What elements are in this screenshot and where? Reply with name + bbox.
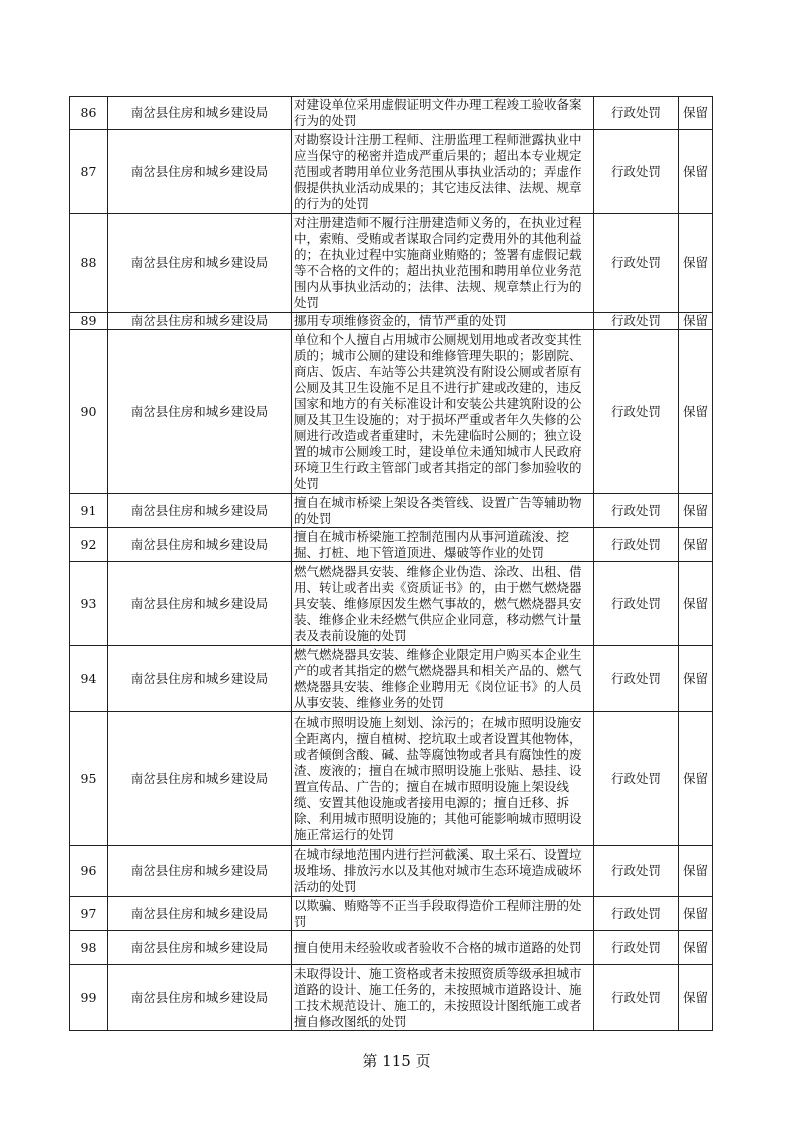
department-cell: 南岔县住房和城乡建设局 bbox=[108, 313, 292, 330]
status-cell: 保留 bbox=[679, 897, 713, 931]
status-cell: 保留 bbox=[679, 313, 713, 330]
row-number: 98 bbox=[70, 931, 108, 965]
item-description: 擅自在城市桥梁施工控制范围内从事河道疏浚、挖掘、打桩、地下管道顶进、爆破等作业的处罚 bbox=[292, 528, 594, 562]
power-type-cell: 行政处罚 bbox=[594, 562, 679, 646]
status-cell: 保留 bbox=[679, 712, 713, 846]
status-cell: 保留 bbox=[679, 528, 713, 562]
item-description: 擅自使用未经验收或者验收不合格的城市道路的处罚 bbox=[292, 931, 594, 965]
row-number: 93 bbox=[70, 562, 108, 646]
item-description: 在城市绿地范围内进行拦河截溪、取土采石、设置垃圾堆场、排放污水以及其他对城市生态环境造成破坏活动的处罚 bbox=[292, 846, 594, 897]
table-row bbox=[70, 330, 713, 494]
power-type-cell: 行政处罚 bbox=[594, 330, 679, 494]
power-type-cell: 行政处罚 bbox=[594, 214, 679, 313]
department-cell: 南岔县住房和城乡建设局 bbox=[108, 494, 292, 528]
status-cell: 保留 bbox=[679, 846, 713, 897]
department-cell: 南岔县住房和城乡建设局 bbox=[108, 214, 292, 313]
status-cell: 保留 bbox=[679, 330, 713, 494]
table-row bbox=[70, 897, 713, 931]
power-type-cell: 行政处罚 bbox=[594, 846, 679, 897]
department-cell: 南岔县住房和城乡建设局 bbox=[108, 562, 292, 646]
item-description: 对建设单位采用虚假证明文件办理工程竣工验收备案行为的处罚 bbox=[292, 97, 594, 130]
item-description: 对注册建造师不履行注册建造师义务的，在执业过程中，索贿、受贿或者谋取合同约定费用外的其他利益的；在执业过程中实施商业贿赂的；签署有虚假记载等不合格的文件的；超出执业范围和聘用单位业务范围内从事执业活动的；法律、法规、规章禁止行为的处罚 bbox=[292, 214, 594, 313]
power-type-cell: 行政处罚 bbox=[594, 965, 679, 1031]
table-row bbox=[70, 528, 713, 562]
table-row bbox=[70, 214, 713, 313]
item-description: 燃气燃烧器具安装、维修企业伪造、涂改、出租、借用、转让或者出卖《资质证书》的，由于燃气燃烧器具安装、维修原因发生燃气事故的，燃气燃烧器具安装、维修企业未经燃气供应企业同意，移动燃气计量表及表前设施的处罚 bbox=[292, 562, 594, 646]
item-description: 挪用专项维修资金的，情节严重的处罚 bbox=[292, 313, 594, 330]
table-row bbox=[70, 965, 713, 1031]
item-description: 单位和个人擅自占用城市公厕规划用地或者改变其性质的；城市公厕的建设和维修管理失职的；影剧院、商店、饭店、车站等公共建筑没有附设公厕或者原有公厕及其卫生设施不足且不进行扩建或改建的，违反国家和地方的有关标准设计和安装公共建筑附设的公厕及其卫生设施的；对于损坏严重或者年久失修的公厕进行改造或者重建时，未先建临时公厕的；独立设置的城市公厕竣工时，建设单位未通知城市人民政府环境卫生行政主管部门或者其指定的部门参加验收的处罚 bbox=[292, 330, 594, 494]
item-description: 对勘察设计注册工程师、注册监理工程师泄露执业中应当保守的秘密并造成严重后果的；超出本专业规定范围或者聘用单位业务范围从事执业活动的；弄虚作假提供执业活动成果的；其它违反法律、法规、规章的行为的处罚 bbox=[292, 130, 594, 214]
department-cell: 南岔县住房和城乡建设局 bbox=[108, 846, 292, 897]
department-cell: 南岔县住房和城乡建设局 bbox=[108, 528, 292, 562]
department-cell: 南岔县住房和城乡建设局 bbox=[108, 931, 292, 965]
table-row bbox=[70, 313, 713, 330]
department-cell: 南岔县住房和城乡建设局 bbox=[108, 646, 292, 712]
department-cell: 南岔县住房和城乡建设局 bbox=[108, 965, 292, 1031]
row-number: 94 bbox=[70, 646, 108, 712]
status-cell: 保留 bbox=[679, 494, 713, 528]
item-description: 燃气燃烧器具安装、维修企业限定用户购买本企业生产的或者其指定的燃气燃烧器具和相关产品的、燃气燃烧器具安装、维修企业聘用无《岗位证书》的人员从事安装、维修业务的处罚 bbox=[292, 646, 594, 712]
table-row bbox=[70, 494, 713, 528]
items-table-body bbox=[70, 97, 713, 1031]
table-row bbox=[70, 846, 713, 897]
page-number: 第 115 页 bbox=[362, 1052, 431, 1070]
department-cell: 南岔县住房和城乡建设局 bbox=[108, 330, 292, 494]
power-type-cell: 行政处罚 bbox=[594, 897, 679, 931]
table-row bbox=[70, 562, 713, 646]
department-cell: 南岔县住房和城乡建设局 bbox=[108, 97, 292, 130]
power-type-cell: 行政处罚 bbox=[594, 712, 679, 846]
status-cell: 保留 bbox=[679, 965, 713, 1031]
status-cell: 保留 bbox=[679, 130, 713, 214]
department-cell: 南岔县住房和城乡建设局 bbox=[108, 130, 292, 214]
row-number: 89 bbox=[70, 313, 108, 330]
row-number: 96 bbox=[70, 846, 108, 897]
items-table bbox=[69, 96, 713, 1031]
item-description: 在城市照明设施上刻划、涂污的；在城市照明设施安全距离内，擅自植树、挖坑取土或者设置其他物体，或者倾倒含酸、碱、盐等腐蚀物或者具有腐蚀性的废渣、废液的；擅自在城市照明设施上张贴、悬挂、设置宣传品、广告的；擅自在城市照明设施上架设线缆、安置其他设施或者接用电源的；擅自迁移、拆除、利用城市照明设施的；其他可能影响城市照明设施正常运行的处罚 bbox=[292, 712, 594, 846]
row-number: 95 bbox=[70, 712, 108, 846]
power-type-cell: 行政处罚 bbox=[594, 97, 679, 130]
item-description: 擅自在城市桥梁上架设各类管线、设置广告等辅助物的处罚 bbox=[292, 494, 594, 528]
status-cell: 保留 bbox=[679, 931, 713, 965]
item-description: 未取得设计、施工资格或者未按照资质等级承担城市道路的设计、施工任务的，未按照城市道路设计、施工技术规范设计、施工的，未按照设计图纸施工或者擅自修改图纸的处罚 bbox=[292, 965, 594, 1031]
row-number: 88 bbox=[70, 214, 108, 313]
department-cell: 南岔县住房和城乡建设局 bbox=[108, 897, 292, 931]
row-number: 91 bbox=[70, 494, 108, 528]
row-number: 99 bbox=[70, 965, 108, 1031]
power-type-cell: 行政处罚 bbox=[594, 931, 679, 965]
power-type-cell: 行政处罚 bbox=[594, 313, 679, 330]
status-cell: 保留 bbox=[679, 562, 713, 646]
row-number: 97 bbox=[70, 897, 108, 931]
row-number: 86 bbox=[70, 97, 108, 130]
power-type-cell: 行政处罚 bbox=[594, 528, 679, 562]
table-row bbox=[70, 97, 713, 130]
table-row bbox=[70, 931, 713, 965]
power-type-cell: 行政处罚 bbox=[594, 494, 679, 528]
status-cell: 保留 bbox=[679, 97, 713, 130]
status-cell: 保留 bbox=[679, 214, 713, 313]
row-number: 92 bbox=[70, 528, 108, 562]
table-row bbox=[70, 130, 713, 214]
department-cell: 南岔县住房和城乡建设局 bbox=[108, 712, 292, 846]
status-cell: 保留 bbox=[679, 646, 713, 712]
item-description: 以欺骗、贿赂等不正当手段取得造价工程师注册的处罚 bbox=[292, 897, 594, 931]
row-number: 87 bbox=[70, 130, 108, 214]
row-number: 90 bbox=[70, 330, 108, 494]
table-row bbox=[70, 712, 713, 846]
power-type-cell: 行政处罚 bbox=[594, 130, 679, 214]
power-type-cell: 行政处罚 bbox=[594, 646, 679, 712]
table-row bbox=[70, 646, 713, 712]
